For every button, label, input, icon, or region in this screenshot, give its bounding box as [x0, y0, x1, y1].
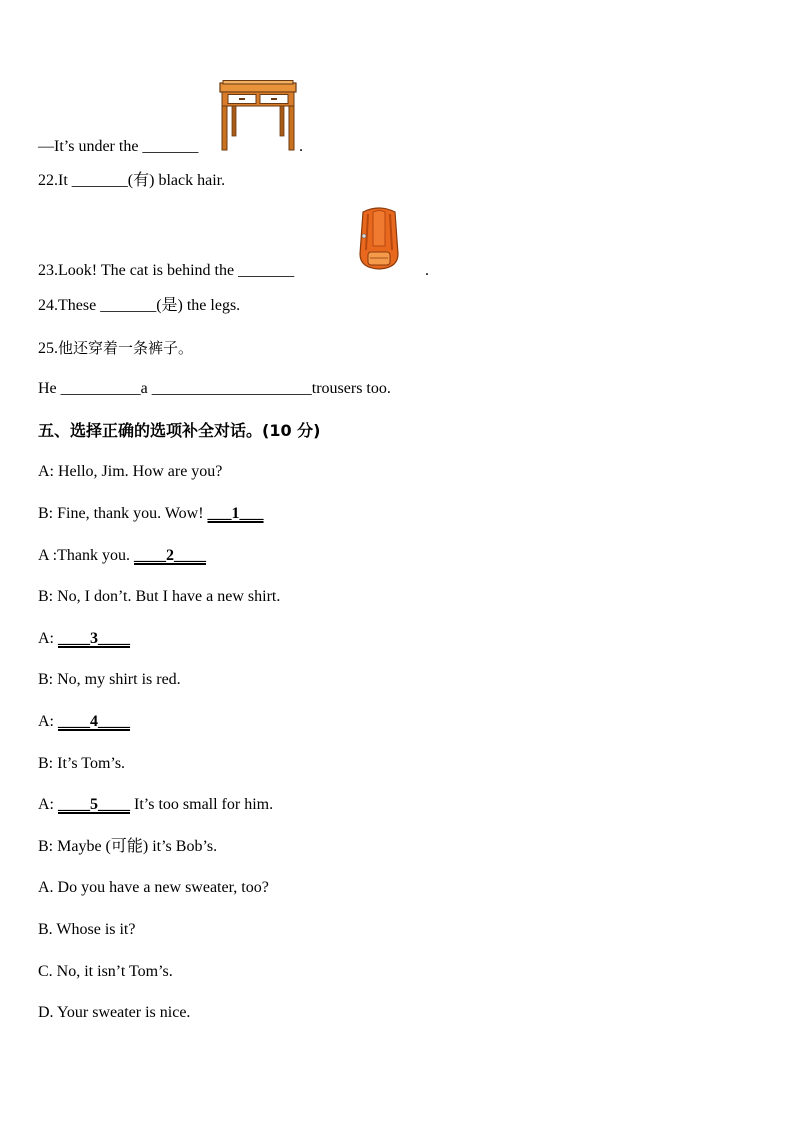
- answer-blank-5[interactable]: ____5____: [58, 796, 130, 813]
- q21-blank[interactable]: _______: [142, 138, 199, 155]
- q21-text-after: .: [299, 138, 303, 155]
- line-text: Hello, Jim. How are you?: [58, 463, 223, 480]
- dialogue-line: [38, 754, 125, 774]
- question-24: [38, 296, 240, 316]
- option-a[interactable]: A. Do you have a new sweater, too?: [38, 879, 269, 896]
- speaker: B:: [38, 755, 58, 772]
- q22-text-before: It: [58, 172, 72, 189]
- dialogue-line: [38, 670, 181, 690]
- line-text: Fine, thank you. Wow!: [57, 505, 208, 522]
- question-21: [38, 137, 198, 157]
- speaker: B:: [38, 838, 58, 855]
- q23-blank[interactable]: _______: [238, 262, 295, 279]
- q25-middle: a: [140, 380, 152, 397]
- q25-blank-2[interactable]: ____________________: [151, 380, 312, 397]
- question-25-answer: [38, 379, 391, 399]
- speaker: B:: [38, 588, 58, 605]
- question-23: [38, 261, 294, 281]
- section-5-heading: 五、选择正确的选项补全对话。(10 分): [38, 421, 321, 440]
- line-text: No, my shirt is red.: [57, 671, 181, 688]
- dialogue-line: [38, 504, 264, 524]
- line-text: It’s too small for him.: [130, 796, 274, 813]
- q24-blank[interactable]: _______: [100, 297, 157, 314]
- line-text: No, I don’t. But I have a new shirt.: [57, 588, 281, 605]
- dialogue-line: [38, 546, 206, 566]
- q22-text-after: (有) black hair.: [127, 172, 226, 189]
- dialogue-line: [38, 795, 273, 815]
- q24-text-after: (是) the legs.: [156, 297, 241, 314]
- speaker: A:: [38, 796, 58, 813]
- dialogue-line: [38, 837, 217, 857]
- question-25-prompt: [38, 338, 193, 359]
- q25-blank-1[interactable]: __________: [60, 380, 141, 397]
- line-text: Thank you.: [57, 547, 134, 564]
- question-22: [38, 171, 225, 191]
- answer-blank-3[interactable]: ____3____: [58, 630, 130, 647]
- answer-blank-1[interactable]: ___1___: [207, 505, 264, 522]
- line-text: Maybe (可能) it’s Bob’s.: [57, 838, 218, 855]
- answer-blank-4[interactable]: ____4____: [58, 713, 130, 730]
- option-c[interactable]: C. No, it isn’t Tom’s.: [38, 963, 173, 980]
- speaker: A :: [38, 547, 58, 564]
- speaker: B:: [38, 505, 58, 522]
- q23-number: 23.: [38, 262, 58, 279]
- q22-number: 22.: [38, 172, 58, 189]
- q22-blank[interactable]: _______: [71, 172, 128, 189]
- q25-prompt-text: 他还穿着一条裤子。: [58, 339, 194, 357]
- speaker: A:: [38, 713, 58, 730]
- q25-answer-end: trousers too.: [311, 380, 391, 397]
- q24-text-before: These: [58, 297, 101, 314]
- speaker: B:: [38, 671, 58, 688]
- q24-number: 24.: [38, 297, 58, 314]
- dialogue-line: [38, 587, 280, 607]
- desk-image: [219, 80, 299, 152]
- q23-text-after: .: [425, 262, 429, 279]
- schoolbag-image: [357, 206, 401, 272]
- line-text: It’s Tom’s.: [57, 755, 126, 772]
- dialogue-line: [38, 629, 130, 649]
- q23-text-before: Look! The cat is behind the: [58, 262, 239, 279]
- option-b[interactable]: B. Whose is it?: [38, 921, 136, 938]
- speaker: A:: [38, 630, 58, 647]
- q21-text-before: —It’s under the: [38, 138, 143, 155]
- option-d[interactable]: D. Your sweater is nice.: [38, 1004, 191, 1021]
- speaker: A:: [38, 463, 58, 480]
- q25-answer-start: He: [38, 380, 61, 397]
- dialogue-line: [38, 462, 222, 482]
- dialogue-line: [38, 712, 130, 732]
- q25-number: 25.: [38, 340, 58, 357]
- answer-blank-2[interactable]: ____2____: [134, 547, 206, 564]
